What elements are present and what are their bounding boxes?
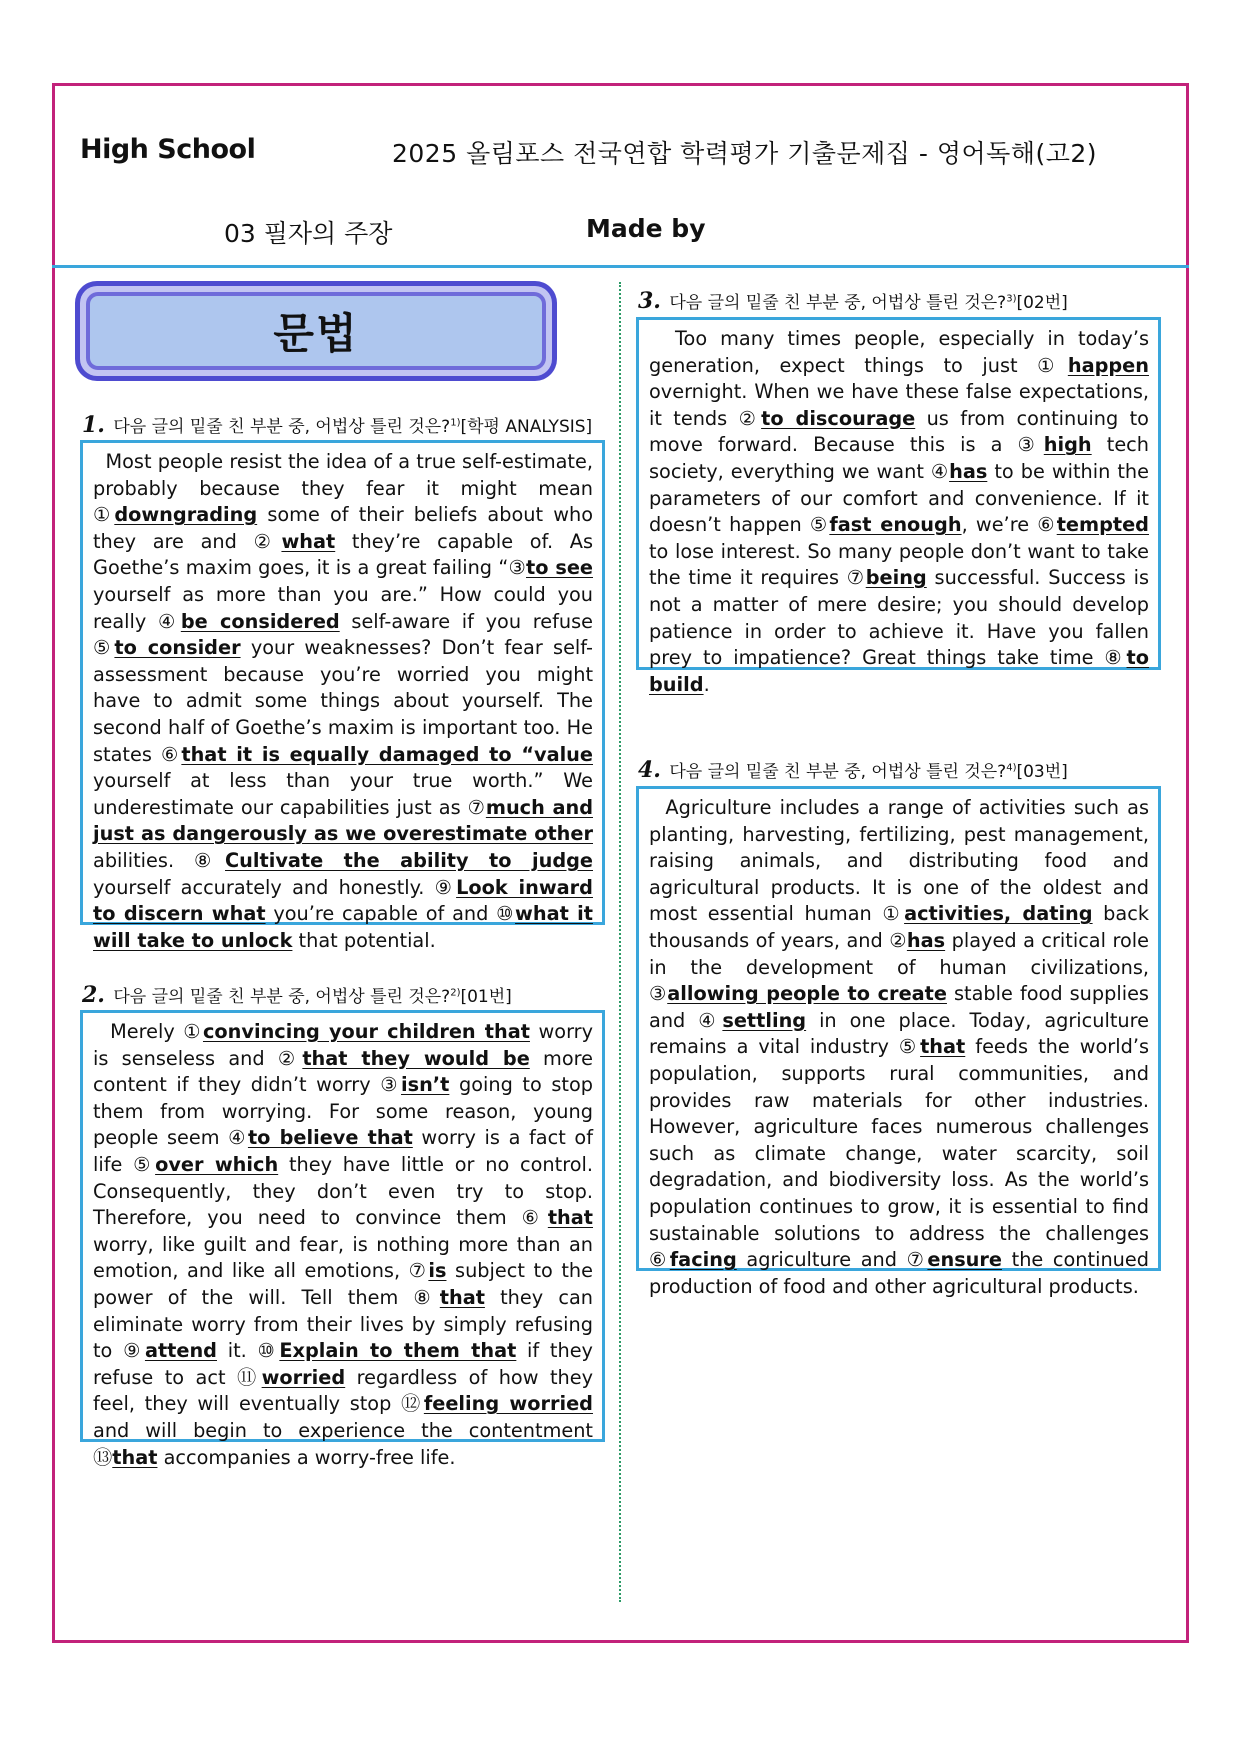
- underlined-choice: to believe that: [247, 1126, 413, 1150]
- passage-text: to lose interest. So many people don’t want to take the time it requires ⑦: [649, 539, 1149, 590]
- passage-text: Agriculture includes a range of activities such as planting, harvesting, fertilizing, pest management, raising animals, and distributing food and agricultural products. It is one of the oldest and most essential human ①: [649, 796, 1149, 926]
- passage-text: that potential.: [292, 928, 436, 952]
- question-4-passage: [636, 786, 1161, 1298]
- underlined-choice: ensure: [927, 1248, 1002, 1272]
- passage-text: Merely ①: [110, 1020, 203, 1043]
- underlined-choice: to consider: [114, 636, 241, 660]
- underlined-choice: over which: [155, 1152, 279, 1176]
- workbook-title: 2025 올림포스 전국연합 학력평가 기출문제집 - 영어독해(고2): [392, 139, 1098, 168]
- passage-text: the continued production of food and other agricultural products.: [649, 1248, 1149, 1298]
- section-label: 03 필자의 주장: [224, 219, 393, 248]
- question-prompt: 다음 글의 밑줄 친 부분 중, 어법상 틀린 것은?: [113, 417, 451, 437]
- underlined-choice: what: [281, 529, 336, 553]
- underlined-choice: to discourage: [761, 406, 916, 430]
- footnote-mark: 3): [1006, 293, 1017, 305]
- underlined-choice: convincing your children that: [202, 1020, 530, 1043]
- underlined-choice: happen: [1067, 353, 1149, 377]
- question-2-passage: [80, 1010, 605, 1469]
- underlined-choice: that: [439, 1285, 485, 1309]
- underlined-choice: feeling worried: [423, 1392, 593, 1416]
- passage-text: to be within the parameters of our comfort and convenience. If it doesn’t happen ⑤: [649, 459, 1149, 537]
- question-number: 1.: [82, 412, 105, 438]
- question-1-title: [82, 412, 592, 438]
- passage-text: worry is senseless and ②: [93, 1020, 594, 1070]
- underlined-choice: Cultivate the ability to judge: [225, 848, 593, 872]
- passage-text: accompanies a worry-free life.: [157, 1445, 456, 1469]
- footnote-mark: 2): [450, 987, 461, 999]
- passage-text: successful. Success is not a matter of mere desire; you should develop patience in order to achieve it. Have you fallen prey to impatience? Great things take time ⑧: [649, 566, 1149, 670]
- passage-text: more content if they didn’t worry ③: [93, 1046, 593, 1097]
- underlined-choice: allowing people to create: [667, 982, 947, 1006]
- underlined-choice: has: [906, 928, 946, 952]
- passage-text: it. ⑩: [217, 1339, 280, 1363]
- passage-text: subject to the power of the will. Tell them ⑧: [93, 1259, 594, 1309]
- passage-text: stable food supplies and ④: [649, 982, 1149, 1032]
- question-number: 2.: [82, 982, 105, 1008]
- underlined-choice: that: [547, 1206, 593, 1230]
- underlined-choice: what it will take to unlock: [93, 902, 593, 952]
- passage-text: agriculture and ⑦: [736, 1248, 928, 1272]
- passage-text: self-aware if you refuse ⑤: [93, 609, 593, 660]
- passage-text: back thousands of years, and ②: [649, 902, 1150, 952]
- passage-text: if they refuse to act ⑪: [93, 1339, 593, 1389]
- underlined-choice: fast enough: [829, 513, 962, 537]
- passage-text: yourself accurately and honestly. ⑨: [93, 875, 457, 899]
- question-2-title: [82, 982, 512, 1008]
- question-number: 3.: [638, 288, 661, 314]
- passage-text: regardless of how they feel, they will eventually stop ⑫: [93, 1365, 593, 1416]
- passage-text: your weaknesses? Don’t fear self-assessment because you’re worried you might have to admit some things about yourself. The second half of Goethe’s maxim is important too. He states ⑥: [93, 636, 593, 766]
- passage-text: you’re capable of and ⑩: [265, 902, 516, 926]
- underlined-choice: has: [949, 459, 988, 483]
- underlined-choice: worried: [261, 1365, 346, 1389]
- passage-text: yourself at less than your true worth.” We underestimate our capabilities just as ⑦: [93, 769, 593, 819]
- header-row-bottom: [80, 210, 1180, 250]
- passage-text: overnight. When we have these false expectations, it tends ②: [649, 380, 1149, 430]
- question-4-title: [638, 757, 1068, 783]
- passage-text: they have little or no control. Consequently, they don’t even try to stop. Therefore, you need to convince them ⑥: [93, 1152, 593, 1230]
- underlined-choice: is: [428, 1259, 447, 1283]
- question-3-title: [638, 288, 1068, 314]
- underlined-choice: that they would be: [302, 1046, 530, 1070]
- question-source: [학평 ANALYSIS]: [460, 417, 593, 437]
- underlined-choice: much and just as dangerously as we overestimate other: [93, 795, 593, 846]
- underlined-choice: being: [865, 566, 927, 590]
- made-by-label: Made by: [586, 214, 706, 243]
- passage-text: some of their beliefs about who they are and ②: [93, 503, 593, 553]
- passage-text: , we’re ⑥: [961, 513, 1057, 537]
- question-source: [03번]: [1016, 762, 1068, 782]
- underlined-choice: tempted: [1056, 513, 1149, 537]
- underlined-choice: to see: [526, 556, 593, 580]
- underlined-choice: Look inward to discern what: [93, 875, 593, 926]
- grammar-badge-label: 문법: [90, 296, 542, 366]
- underlined-choice: attend: [144, 1339, 217, 1363]
- passage-text: .: [703, 672, 710, 696]
- passage-text: worry, like guilt and fear, is nothing more than an emotion, and like all emotions, ⑦: [93, 1232, 593, 1283]
- header-row-top: [80, 130, 1180, 170]
- question-prompt: 다음 글의 밑줄 친 부분 중, 어법상 틀린 것은?: [113, 987, 451, 1007]
- grammar-badge: [75, 281, 557, 381]
- question-1-passage: [80, 440, 605, 952]
- underlined-choice: activities, dating: [904, 902, 1093, 926]
- passage-text: and will begin to experience the contentment ⑬: [93, 1418, 593, 1469]
- question-prompt: 다음 글의 밑줄 친 부분 중, 어법상 틀린 것은?: [669, 762, 1007, 782]
- header-divider: [52, 265, 1189, 268]
- column-divider: [619, 282, 621, 1602]
- footnote-mark: 4): [1006, 762, 1017, 774]
- school-label: High School: [80, 134, 256, 165]
- passage-text: abilities. ⑧: [93, 848, 226, 872]
- passage-text: they can eliminate worry from their lives by simply refusing to ⑨: [93, 1285, 593, 1363]
- underlined-choice: settling: [722, 1008, 807, 1032]
- underlined-choice: that it is equally damaged to “value: [181, 742, 593, 766]
- question-prompt: 다음 글의 밑줄 친 부분 중, 어법상 틀린 것은?: [669, 293, 1007, 313]
- question-3-passage: [636, 317, 1161, 696]
- underlined-choice: isn’t: [401, 1073, 450, 1097]
- underlined-choice: facing: [669, 1248, 737, 1272]
- question-source: [01번]: [460, 987, 512, 1007]
- underlined-choice: to build: [649, 646, 1149, 696]
- passage-text: Most people resist the idea of a true self-estimate, probably because they fear it might mean ①: [93, 450, 593, 527]
- question-number: 4.: [638, 757, 661, 783]
- underlined-choice: high: [1043, 433, 1092, 457]
- passage-text: played a critical role in the development of human civilizations, ③: [649, 928, 1149, 1006]
- underlined-choice: that: [920, 1035, 966, 1059]
- passage-text: Too many times people, especially in today’s generation, expect things to just ①: [649, 327, 1149, 377]
- underlined-choice: downgrading: [114, 503, 258, 527]
- passage-text: feeds the world’s population, supports rural communities, and provides raw materials for other industries. However, agriculture faces numerous challenges such as climate change, water scarcity, soil degradation, and biodiversity loss. As the world’s population continues to grow, it is essential to find sustainable solutions to address the challenges ⑥: [649, 1035, 1149, 1272]
- underlined-choice: Explain to them that: [279, 1339, 517, 1363]
- passage-text: tech society, everything we want ④: [649, 433, 1149, 483]
- passage-text: they’re capable of. As Goethe’s maxim goes, it is a great failing “③: [93, 529, 593, 580]
- footnote-mark: 1): [450, 417, 461, 429]
- passage-text: in one place. Today, agriculture remains a vital industry ⑤: [649, 1008, 1149, 1059]
- passage-text: worry is a fact of life ⑤: [93, 1126, 593, 1176]
- underlined-choice: that: [112, 1445, 158, 1469]
- passage-text: us from continuing to move forward. Because this is a ③: [649, 406, 1149, 457]
- passage-text: going to stop them from worrying. For some reason, young people seem ④: [93, 1073, 593, 1150]
- passage-text: yourself as more than you are.” How could you really ④: [93, 582, 593, 633]
- underlined-choice: be considered: [180, 609, 340, 633]
- question-source: [02번]: [1016, 293, 1068, 313]
